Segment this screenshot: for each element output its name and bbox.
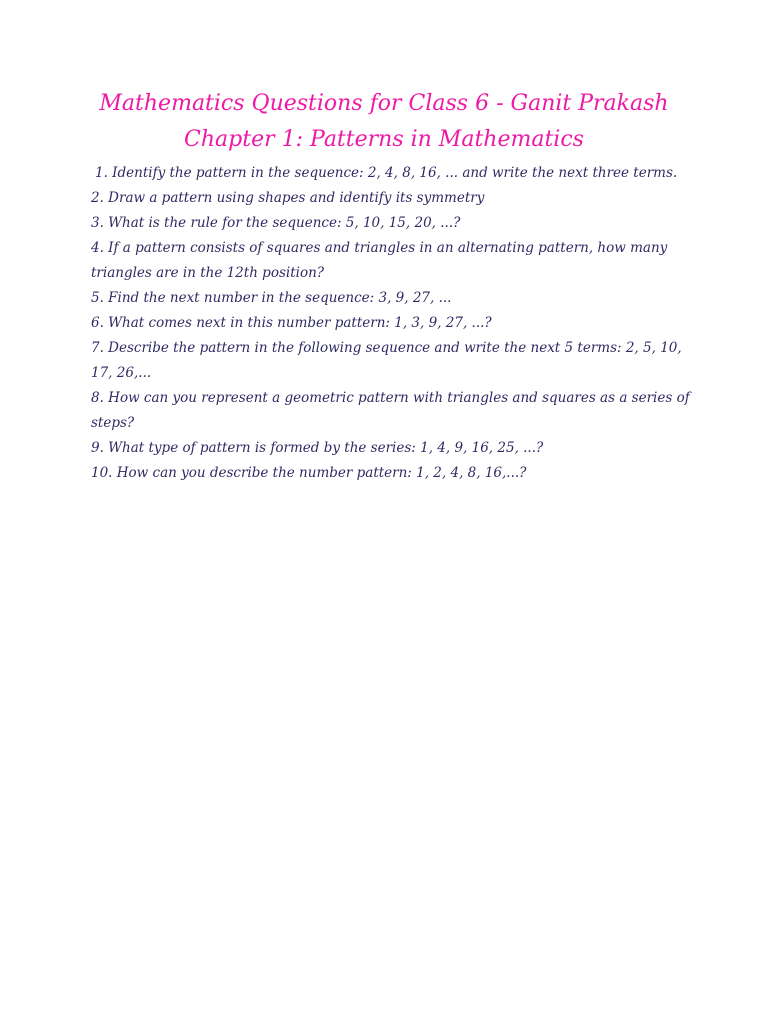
question-5: 5. Find the next number in the sequence: 3, 9, 27, ... [91, 290, 452, 306]
document-title [0, 86, 768, 158]
question-4: 4. If a pattern consists of squares and triangles in an alternating pattern, how many triangles are in the 12th position? [91, 240, 668, 281]
question-10: 10. How can you describe the number pattern: 1, 2, 4, 8, 16,...? [91, 465, 527, 481]
title-line-1: Mathematics Questions for Class 6 - Ganit Prakash [99, 91, 669, 116]
question-7: 7. Describe the pattern in the following sequence and write the next 5 terms: 2, 5, 10, 17, 26,... [91, 340, 682, 381]
question-2: 2. Draw a pattern using shapes and identify its symmetry [91, 190, 485, 206]
question-8: 8. How can you represent a geometric pattern with triangles and squares as a series of steps? [91, 390, 690, 431]
title-line-2: Chapter 1: Patterns in Mathematics [184, 127, 584, 152]
question-list [91, 161, 691, 486]
question-9: 9. What type of pattern is formed by the series: 1, 4, 9, 16, 25, ...? [91, 440, 544, 456]
question-6: 6. What comes next in this number pattern: 1, 3, 9, 27, ...? [91, 315, 492, 331]
question-3: 3. What is the rule for the sequence: 5, 10, 15, 20, ...? [91, 215, 461, 231]
question-1: 1. Identify the pattern in the sequence: 2, 4, 8, 16, ... and write the next three terms. [95, 165, 678, 181]
